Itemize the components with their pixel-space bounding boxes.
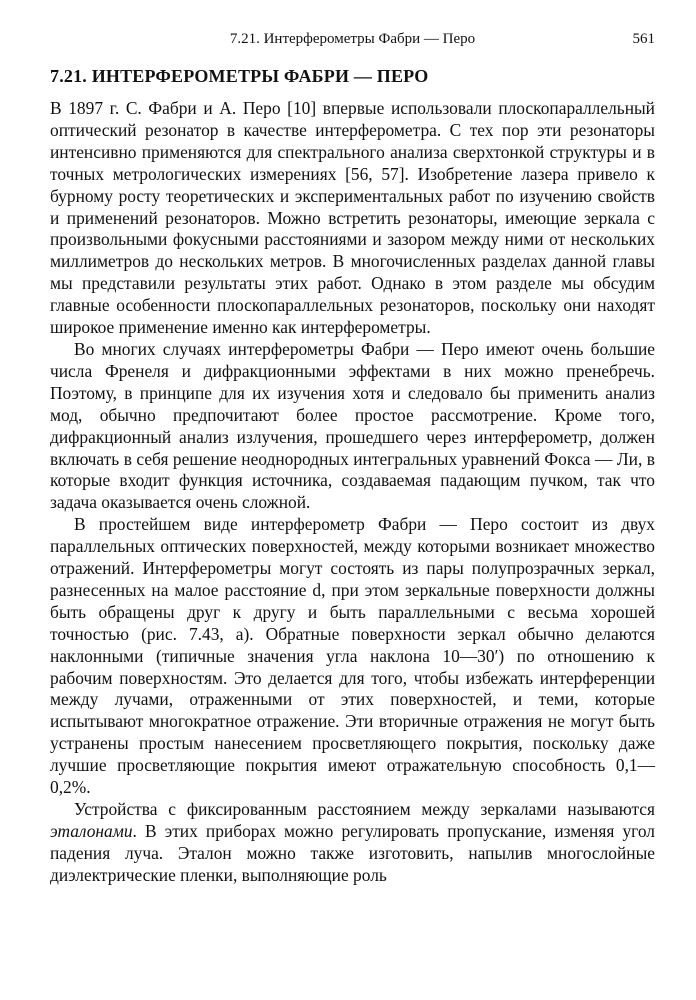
etalon-term: эталонами bbox=[50, 820, 133, 841]
book-page bbox=[50, 28, 655, 887]
etalon-text-before: Устройства с фиксированным расстоянием между зеркалами называются bbox=[74, 799, 655, 819]
running-title: 7.21. Интерферометры Фабри — Перо bbox=[229, 31, 476, 47]
paragraph-etalons bbox=[50, 799, 655, 887]
running-header bbox=[50, 28, 655, 50]
etalon-text-after: . В этих приборах можно регулировать пропускание, изменяя угол падения луча. Эталон можно также изготовить, напылив многослойные диэлектрические пленки, выполняющие роль bbox=[50, 820, 655, 885]
paragraph-construction: В простейшем виде интерферометр Фабри — Перо состоит из двух параллельных оптических поверхностей, между которыми возникает множество отражений. Интерферометры могут состоять из пары полупрозрачных зеркал, разнесенных на малое расстояние d, при этом зеркальные поверхности должны быть обращены друг к другу и быть параллельными с весьма хорошей точностью (рис. 7.43, а). Обратные поверхности зеркал обычно делаются наклонными (типичные значения угла наклона 10—30′) по отношению к рабочим поверхностям. Это делается для того, чтобы избежать интерференции между лучами, отраженными от этих поверхностей, и теми, которые испытывают многократное отражение. Эти вторичные отражения не могут быть устранены простым нанесением просветляющего покрытия, поскольку даже лучшие просветляющие покрытия имеют отражательную способность 0,1—0,2%. bbox=[50, 514, 655, 798]
paragraph-diffraction: Во многих случаях интерферометры Фабри — Перо имеют очень большие числа Френеля и дифракционными эффектами в них можно пренебречь. Поэтому, в принципе для их изучения хотя и следовало бы применить анализ мод, обычно предпочитают более простое рассмотрение. Кроме того, дифракционный анализ излучения, прошедшего через интерферометр, должен включать в себя решение неоднородных интегральных уравнений Фокса — Ли, в которые входит функция источника, создаваемая падающим пучком, так что задача оказывается очень сложной. bbox=[50, 338, 655, 513]
page-number: 561 bbox=[632, 31, 655, 47]
section-heading: 7.21. ИНТЕРФЕРОМЕТРЫ ФАБРИ — ПЕРО bbox=[50, 66, 429, 86]
paragraph-intro: В 1897 г. С. Фабри и А. Перо [10] впервые использовали плоскопараллельный оптический резонатор в качестве интерферометра. С тех пор эти резонаторы интенсивно применяются для спектрального анализа сверхтонкой структуры и в точных метрологических измерениях [56, 57]. Изобретение лазера привело к бурному росту теоретических и экспериментальных работ по изучению свойств и применений резонаторов. Можно встретить резонаторы, имеющие зеркала с произвольными фокусными расстояниями и зазором между ними от нескольких миллиметров до нескольких метров. В многочисленных разделах данной главы мы представили результаты этих работ. Однако в этом разделе мы обсудим главные особенности плоскопараллельных резонаторов, поскольку они находят широкое применение именно как интерферометры. bbox=[50, 98, 655, 338]
